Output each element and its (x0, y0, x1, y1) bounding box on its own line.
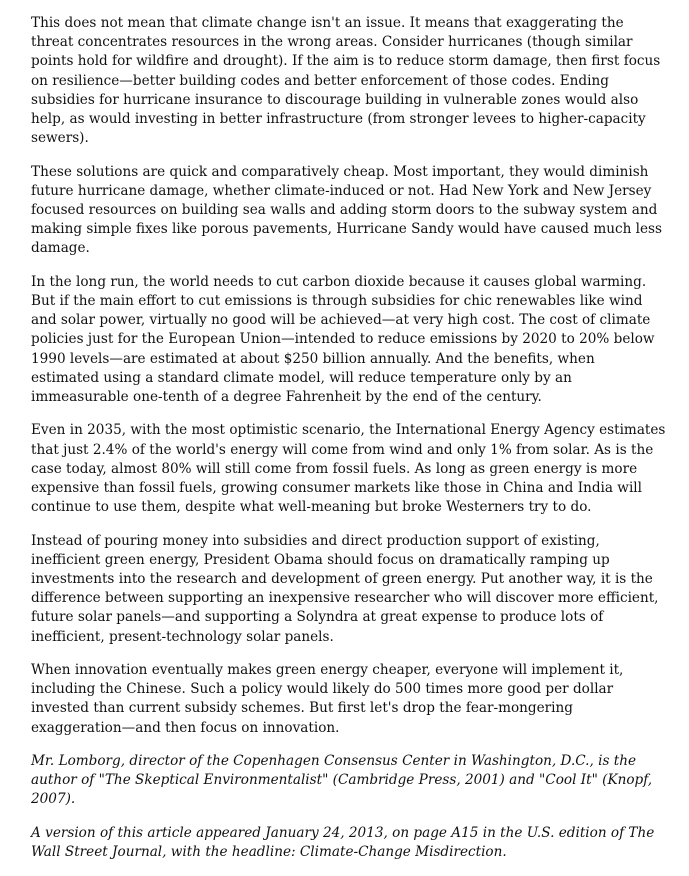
body-paragraph: In the long run, the world needs to cut carbon dioxide because it causes global warming. But if the main effort to cut emissions is through subsidies for chic renewables like wind and solar power, virtually no good will be achieved—at very high cost. The cost of climate policies just for the European Union—intended to reduce emissions by 2020 to 20% below 1990 levels—are estimated at about $250 billion annually. And the benefits, when estimated using a standard climate model, will reduce temperature only by an immeasurable one-tenth of a degree Fahrenheit by the end of the century. (31, 273, 655, 406)
author-bio-note: Mr. Lomborg, director of the Copenhagen Consensus Center in Washington, D.C., is the author of "The Skeptical Environmentalist" (Cambridge Press, 2001) and "Cool It" (Knopf, 2007). (31, 753, 653, 808)
article-body (31, 14, 667, 876)
publication-note: A version of this article appeared January 24, 2013, on page A15 in the U.S. edition of The Wall Street Journal, with the headline: Climate-Change Misdirection. (31, 824, 655, 861)
body-paragraph: Even in 2035, with the most optimistic scenario, the International Energy Agency estimates that just 2.4% of the world's energy will come from wind and only 1% from solar. As is the case today, almost 80% will still come from fossil fuels. As long as green energy is more expensive than fossil fuels, growing consumer markets like those in China and India will continue to use them, despite what well-meaning but broke Westerners try to do. (31, 422, 666, 516)
body-paragraph: This does not mean that climate change isn't an issue. It means that exaggerating the threat concentrates resources in the wrong areas. Consider hurricanes (though similar points hold for wildfire and drought). If the aim is to reduce storm damage, then first focus on resilience—better building codes and better enforcement of those codes. Ending subsidies for hurricane insurance to discourage building in vulnerable zones would also help, as would investing in better infrastructure (from stronger levees to higher-capacity sewers). (31, 15, 661, 147)
body-paragraph: Instead of pouring money into subsidies and direct production support of existing, inefficient green energy, President Obama should focus on dramatically ramping up investments into the research and development of green energy. Put another way, it is the difference between supporting an inexpensive researcher who will discover more efficient, future solar panels—and supporting a Solyndra at great expense to produce lots of inefficient, present-technology solar panels. (31, 532, 659, 645)
body-paragraph: When innovation eventually makes green energy cheaper, everyone will implement it, including the Chinese. Such a policy would likely do 500 times more good per dollar invested than current subsidy schemes. But first let's drop the fear-mongering exaggeration—and then focus on innovation. (31, 662, 624, 736)
body-paragraph: These solutions are quick and comparatively cheap. Most important, they would diminish future hurricane damage, whether climate-induced or not. Had New York and New Jersey focused resources on building sea walls and adding storm doors to the subway system and making simple fixes like porous pavements, Hurricane Sandy would have caused much less damage. (31, 163, 662, 257)
